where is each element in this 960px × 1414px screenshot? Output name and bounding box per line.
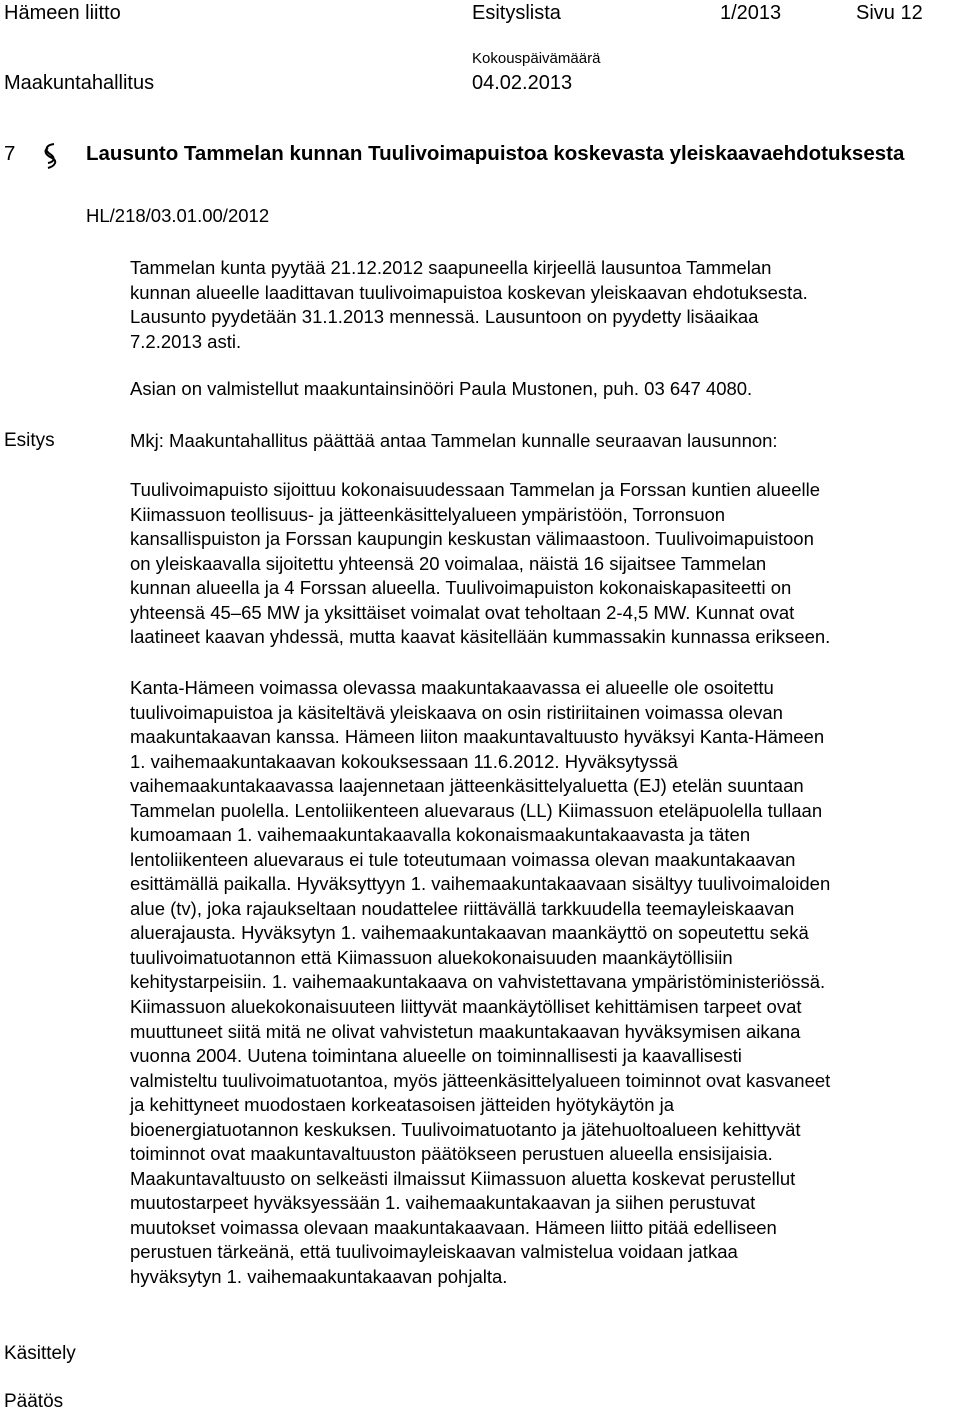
- document-type: Esityslista: [472, 2, 561, 24]
- preparer-note: Asian on valmistellut maakuntainsinööri Paula Mustonen, puh. 03 647 4080.: [130, 378, 753, 399]
- proposal-paragraph-2: Kanta-Hämeen voimassa olevassa maakuntakaavassa ei alueelle ole osoitettu tuulivoimapuistoa ja käsiteltävä yleiskaava on osin ristiriitainen voimassa olevan maakuntakaavan kanssa. Hämeen liiton maakuntavaltuusto hyväksyi Kanta-Hämeen 1. vaihemaakuntakaavan kokouksessaan 11.6.2012. Hyväksytyssä vaihemaakuntakaavassa laajennetaan jätteenkäsittelyaluetta (EJ) etelän suuntaan Tammelan puolella. Lentoliikenteen aluevaraus (LL) Kiimassuon eteläpuolella tullaan kumoamaan 1. vaihemaakuntakaavalla kokonaismaakuntakaavasta ja täten lentoliikenteen aluevaraus ei tule toteutumaan voimassa olevan maakuntakaavan esittämällä paikalla. Hyväksyttyyn 1. vaihemaakuntakaavaan sisältyy tuulivoimaloiden alue (tv), joka rajaukseltaan noudattelee riittävällä tarkkuudella teemayleiskaavan aluerajausta. Hyväksytyn 1. vaihemaakuntakaavan maankäyttö on sopeutettu sekä tuulivoimatuotannon että Kiimassuon aluekokonaisuuden maankäytöllisiin kehitystarpeisiin. 1. vaihemaakuntakaava on vahvistettavana ympäristöministeriössä.: [130, 677, 831, 992]
- proposal-paragraph-1: Tuulivoimapuisto sijoittuu kokonaisuudessaan Tammelan ja Forssan kuntien alueelle Kiimassuon teollisuus- ja jätteenkäsittelyalueen ympäristöön, Torronsuon kansallispuiston ja Forssan kaupungin keskustan välimaastoon. Tuulivoimapuistoon on yleiskaavalla sijoitettu yhteensä 20 voimalaa, näistä 16 sijaitsee Tammelan kunnan alueella ja 4 Forssan alueella. Tuulivoimapuiston kokonaiskapasiteetti on yhteensä 45–65 MW ja yksittäiset voimalat ovat teholtaan 2-4,5 MW. Kunnat ovat laatineet kaavan yhdessä, mutta kaavat käsitellään kummassakin kunnassa erikseen.: [130, 479, 831, 647]
- item-number: 7: [4, 142, 16, 165]
- item-title: Lausunto Tammelan kunnan Tuulivoimapuistoa koskevasta yleiskaavaehdotuksesta: [86, 142, 905, 165]
- intro-paragraph: Tammelan kunta pyytää 21.12.2012 saapuneella kirjeellä lausuntoa Tammelan kunnan alueelle laadittavan tuulivoimapuistoa koskevan yleiskaavan ehdotuksesta. Lausunto pyydetään 31.1.2013 mennessä. Lausuntoon on pyydetty lisäaikaa 7.2.2013 asti.: [130, 257, 808, 352]
- esitys-label: Esitys: [4, 430, 55, 451]
- issue-number: 1/2013: [720, 2, 782, 24]
- meeting-date-label: Kokouspäivämäärä: [472, 50, 601, 67]
- proposal-paragraph-3: Kiimassuon aluekokonaisuuteen liittyvät maankäytölliset kehittämisen tarpeet ovat muuttuneet siitä mitä ne olivat vahvistetun maakuntakaavan hyväksymisen aikana vuonna 2004. Uutena toimintana alueelle on toiminnallisesti ja kaavallisesti valmisteltu tuulivoimatuotantoa, myös jätteenkäsittelyalueen toiminnot ovat kasvaneet ja kehittyneet muodostaen korkeatasoisen jätteiden hyötykäytön ja bioenergiatuotannon keskuksen. Tuulivoimatuotanto ja jätehuoltoalueen kehittyvät toiminnot ovat maakuntavaltuuston päätökseen perustuen alueella ensisijaisia. Maakuntavaltuusto on selkeästi ilmaissut Kiimassuon aluetta koskevat perustellut muutostarpeet hyväksyessään 1. vaihemaakuntakaavan ja siihen perustuvat muutokset voimassa olevaan maakuntakaavaan. Hämeen liitto pitää edelliseen perustuen tärkeänä, että tuulivoimayleiskaavan valmistelua voidaan jatkaa hyväksytyn 1. vaihemaakuntakaavan pohjalta.: [130, 996, 831, 1287]
- paatos-label: Päätös: [4, 1391, 64, 1412]
- record-id: HL/218/03.01.00/2012: [86, 205, 270, 226]
- meeting-date: 04.02.2013: [472, 72, 573, 94]
- kasittely-label: Käsittely: [4, 1343, 76, 1364]
- section-marker-icon: [40, 142, 62, 170]
- organization-name: Hämeen liitto: [4, 2, 121, 24]
- governing-body: Maakuntahallitus: [4, 72, 155, 94]
- proposal-lead: Mkj: Maakuntahallitus päättää antaa Tammelan kunnalle seuraavan lausunnon:: [130, 430, 778, 451]
- page-number: Sivu 12: [856, 2, 923, 24]
